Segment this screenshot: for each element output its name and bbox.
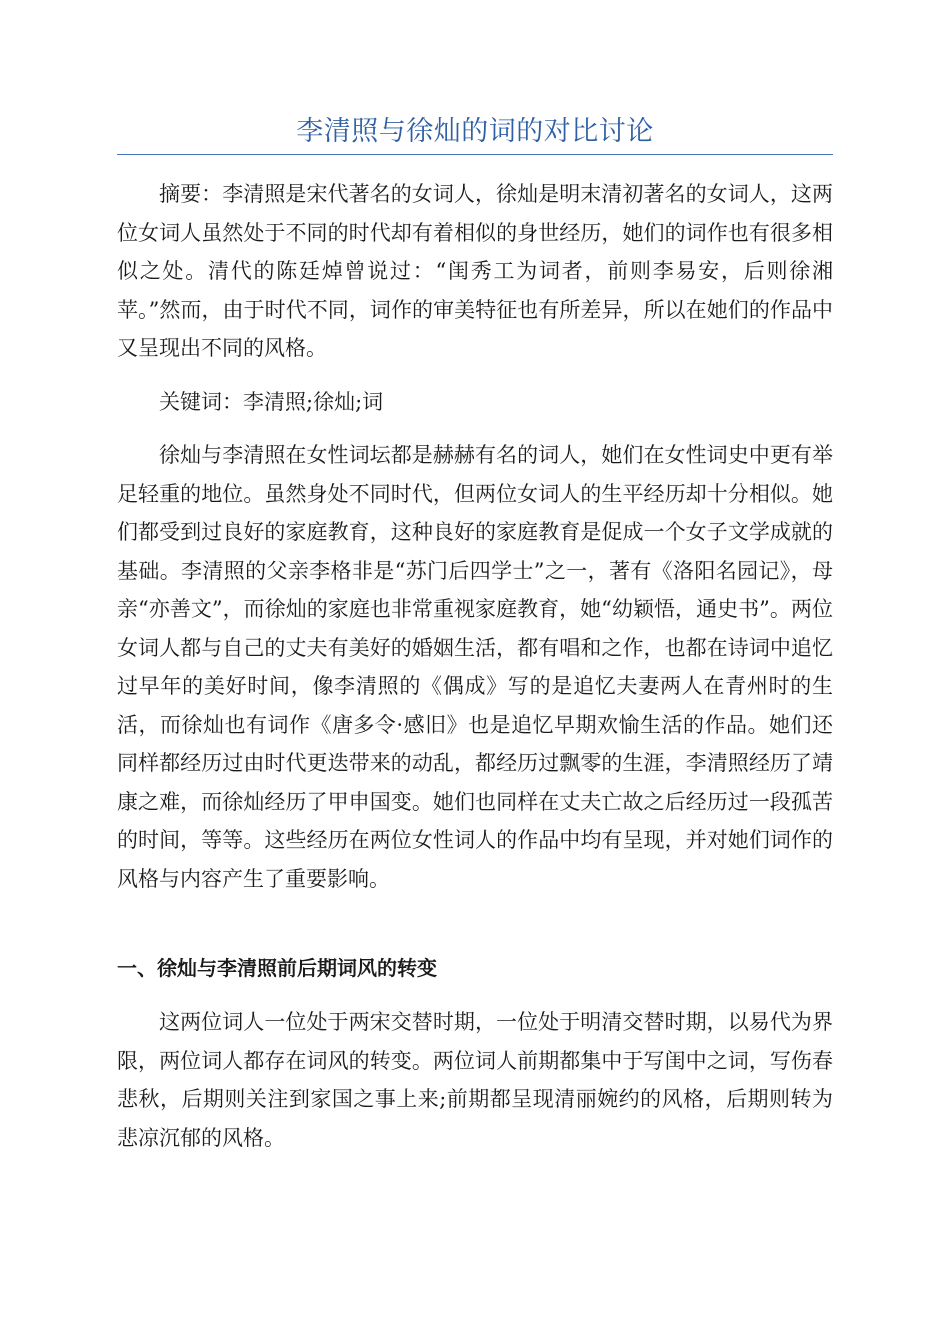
abstract-paragraph: 摘要：李清照是宋代著名的女词人，徐灿是明末清初著名的女词人，这两位女词人虽然处于不同的时代却有着相似的身世经历，她们的词作也有很多相似之处。清代的陈廷焯曾说过：“闺秀工为词者，前则李易安，后则徐湘苹。”然而，由于时代不同，词作的审美特征也有所差异，所以在她们的作品中又呈现出不同的风格。: [117, 182, 833, 360]
section-heading-1: 一、徐灿与李清照前后期词风的转变: [117, 956, 437, 980]
intro-paragraph: 徐灿与李清照在女性词坛都是赫赫有名的词人，她们在女性词史中更有举足轻重的地位。虽然身处不同时代，但两位女词人的生平经历却十分相似。她们都受到过良好的家庭教育，这种良好的家庭教育是促成一个女子文学成就的基础。李清照的父亲李格非是“苏门后四学士”之一，著有《洛阳名园记》，母亲“亦善文”，而徐灿的家庭也非常重视家庭教育，她“幼颖悟，通史书”。两位女词人都与自己的丈夫有美好的婚姻生活，都有唱和之作，也都在诗词中追忆过早年的美好时间，像李清照的《偶成》写的是追忆夫妻两人在青州时的生活，而徐灿也有词作《唐多令·感旧》也是追忆早期欢愉生活的作品。她们还同样都经历过由时代更迭带来的动乱，都经历过飘零的生涯，李清照经历了靖康之难，而徐灿经历了甲申国变。她们也同样在丈夫亡故之后经历过一段孤苦的时间，等等。这些经历在两位女性词人的作品中均有呈现，并对她们词作的风格与内容产生了重要影响。: [117, 443, 833, 891]
title-underline: [117, 154, 833, 155]
keywords-line: 关键词：李清照;徐灿;词: [159, 390, 384, 414]
document-title: 李清照与徐灿的词的对比讨论: [296, 116, 654, 147]
section-1-paragraph: 这两位词人一位处于两宋交替时期，一位处于明清交替时期，以易代为界限，两位词人都存在词风的转变。两位词人前期都集中于写闺中之词，写伤春悲秋，后期则关注到家国之事上来;前期都呈现清丽婉约的风格，后期则转为悲凉沉郁的风格。: [117, 1010, 833, 1150]
